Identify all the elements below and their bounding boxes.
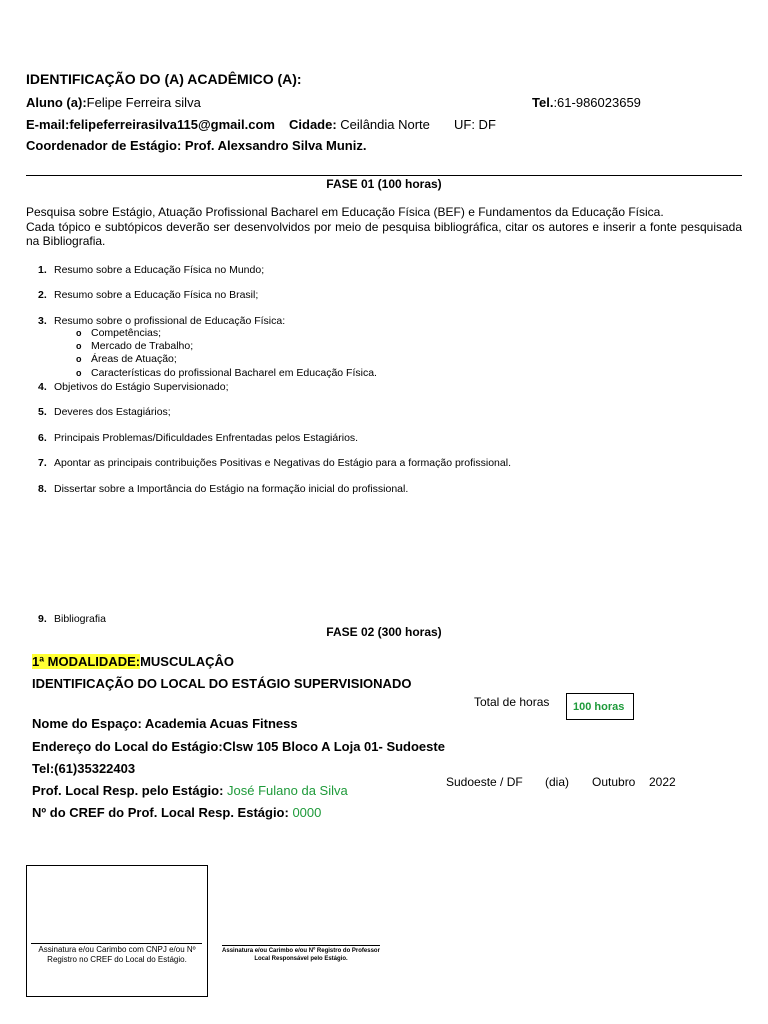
list-item	[38, 406, 171, 418]
bullet-icon: o	[76, 328, 82, 338]
cref-row	[32, 805, 321, 820]
total-hours-box	[566, 693, 634, 720]
phase1-intro	[26, 205, 742, 249]
list-text: Principais Problemas/Dificuldades Enfrentadas pelos Estagiários.	[54, 432, 359, 444]
prof-label: Prof. Local Resp. pelo Estágio:	[32, 783, 224, 798]
list-number: 1.	[38, 264, 47, 276]
list-number: 4.	[38, 381, 47, 393]
cref-label: Nº do CREF do Prof. Local Resp. Estágio:	[32, 805, 289, 820]
space-name: Nome do Espaço: Academia Acuas Fitness	[32, 716, 298, 731]
modality-value: MUSCULAÇÂO	[140, 654, 234, 669]
sub-list-item	[76, 367, 377, 381]
uf-value: UF: DF	[454, 117, 496, 132]
list-text: Resumo sobre o profissional de Educação Física:	[54, 315, 286, 327]
modality-label: 1ª MODALIDADE:	[32, 654, 141, 669]
city-row	[289, 117, 430, 132]
bullet-icon: o	[76, 341, 82, 351]
list-item	[38, 264, 264, 276]
sub-list-item	[76, 340, 193, 354]
email-line: E-mail:felipeferreirasilva115@gmail.com	[26, 117, 275, 132]
list-item	[38, 315, 285, 327]
list-text: Dissertar sobre a Importância do Estágio na formação inicial do profissional.	[54, 483, 409, 495]
local-heading: IDENTIFICAÇÃO DO LOCAL DO ESTÁGIO SUPERVISIONADO	[32, 676, 412, 691]
total-hours-value: 100 horas	[573, 700, 625, 713]
intro-line-1: Pesquisa sobre Estágio, Atuação Profissional Bacharel em Educação Física (BEF) e Fundamentos da Educação Física.	[26, 205, 664, 219]
signature-caption-left: Assinatura e/ou Carimbo com CNPJ e/ou Nº Registro no CREF do Local do Estágio.	[38, 945, 196, 964]
signature-line-right	[222, 945, 380, 946]
stamp-box	[26, 865, 208, 997]
list-item	[38, 381, 229, 393]
list-text: Resumo sobre a Educação Física no Brasil;	[54, 289, 259, 301]
list-text: Objetivos do Estágio Supervisionado;	[54, 381, 229, 393]
signature-caption-right: Assinatura e/ou Carimbo e/ou Nº Registro do Professor Local Responsável pelo Estágio.	[222, 948, 380, 962]
address-line: Endereço do Local do Estágio:Clsw 105 Bloco A Loja 01- Sudoeste	[32, 739, 445, 754]
signature-line-left	[31, 943, 202, 944]
list-text: Apontar as principais contribuições Positivas e Negativas do Estágio para a formação profissional.	[54, 457, 511, 469]
list-number: 7.	[38, 457, 47, 469]
list-number: 6.	[38, 432, 47, 444]
date-day: (dia)	[545, 775, 570, 789]
student-name: Felipe Ferreira silva	[86, 95, 201, 110]
intro-line-2: Cada tópico e subtópicos deverão ser desenvolvidos por meio de pesquisa bibliográfica, citar os autores e inserir a fonte pesquisada na Bibliografia.	[26, 219, 742, 248]
date-year: 2022	[649, 775, 676, 789]
modality-row	[32, 654, 234, 669]
list-item	[38, 613, 106, 625]
prof-value: José Fulano da Silva	[227, 783, 348, 798]
phone-row	[532, 95, 641, 110]
list-item	[38, 457, 511, 469]
tel-line: Tel:(61)35322403	[32, 761, 136, 776]
sub-list-item	[76, 353, 177, 367]
sub-list-text: Competências;	[91, 327, 162, 339]
section-title: IDENTIFICAÇÃO DO (A) ACADÊMICO (A):	[26, 71, 302, 87]
prof-row	[32, 783, 348, 798]
bullet-icon: o	[76, 368, 82, 378]
sub-list-text: Mercado de Trabalho;	[91, 340, 194, 352]
city-label: Cidade:	[289, 117, 337, 132]
list-text: Deveres dos Estagiários;	[54, 406, 171, 418]
student-row	[26, 95, 201, 110]
phone-label: Tel.	[532, 95, 554, 110]
list-item	[38, 483, 408, 495]
bullet-icon: o	[76, 354, 82, 364]
sub-list-text: Características do profissional Bacharel em Educação Física.	[91, 367, 377, 379]
phase1-title: FASE 01 (100 horas)	[326, 177, 442, 191]
coordinator-line: Coordenador de Estágio: Prof. Alexsandro Silva Muniz.	[26, 138, 367, 153]
list-text: Resumo sobre a Educação Física no Mundo;	[54, 264, 265, 276]
sub-list-item	[76, 327, 161, 341]
divider-line	[26, 175, 742, 176]
city-value: Ceilândia Norte	[340, 117, 430, 132]
cref-value: 0000	[292, 805, 322, 820]
phase2-title: FASE 02 (300 horas)	[326, 625, 442, 639]
date-place: Sudoeste / DF	[446, 775, 523, 789]
list-number: 8.	[38, 483, 47, 495]
total-hours-label: Total de horas	[474, 695, 550, 709]
list-text: Bibliografia	[54, 613, 106, 625]
list-item	[38, 432, 358, 444]
list-number: 2.	[38, 289, 47, 301]
list-number: 3.	[38, 315, 47, 327]
list-item	[38, 289, 258, 301]
sub-list-text: Áreas de Atuação;	[91, 353, 177, 365]
list-number: 5.	[38, 406, 47, 418]
student-label: Aluno (a):	[26, 95, 87, 110]
date-month: Outubro	[592, 775, 636, 789]
phone-value: :61-986023659	[553, 95, 641, 110]
list-number: 9.	[38, 613, 47, 625]
